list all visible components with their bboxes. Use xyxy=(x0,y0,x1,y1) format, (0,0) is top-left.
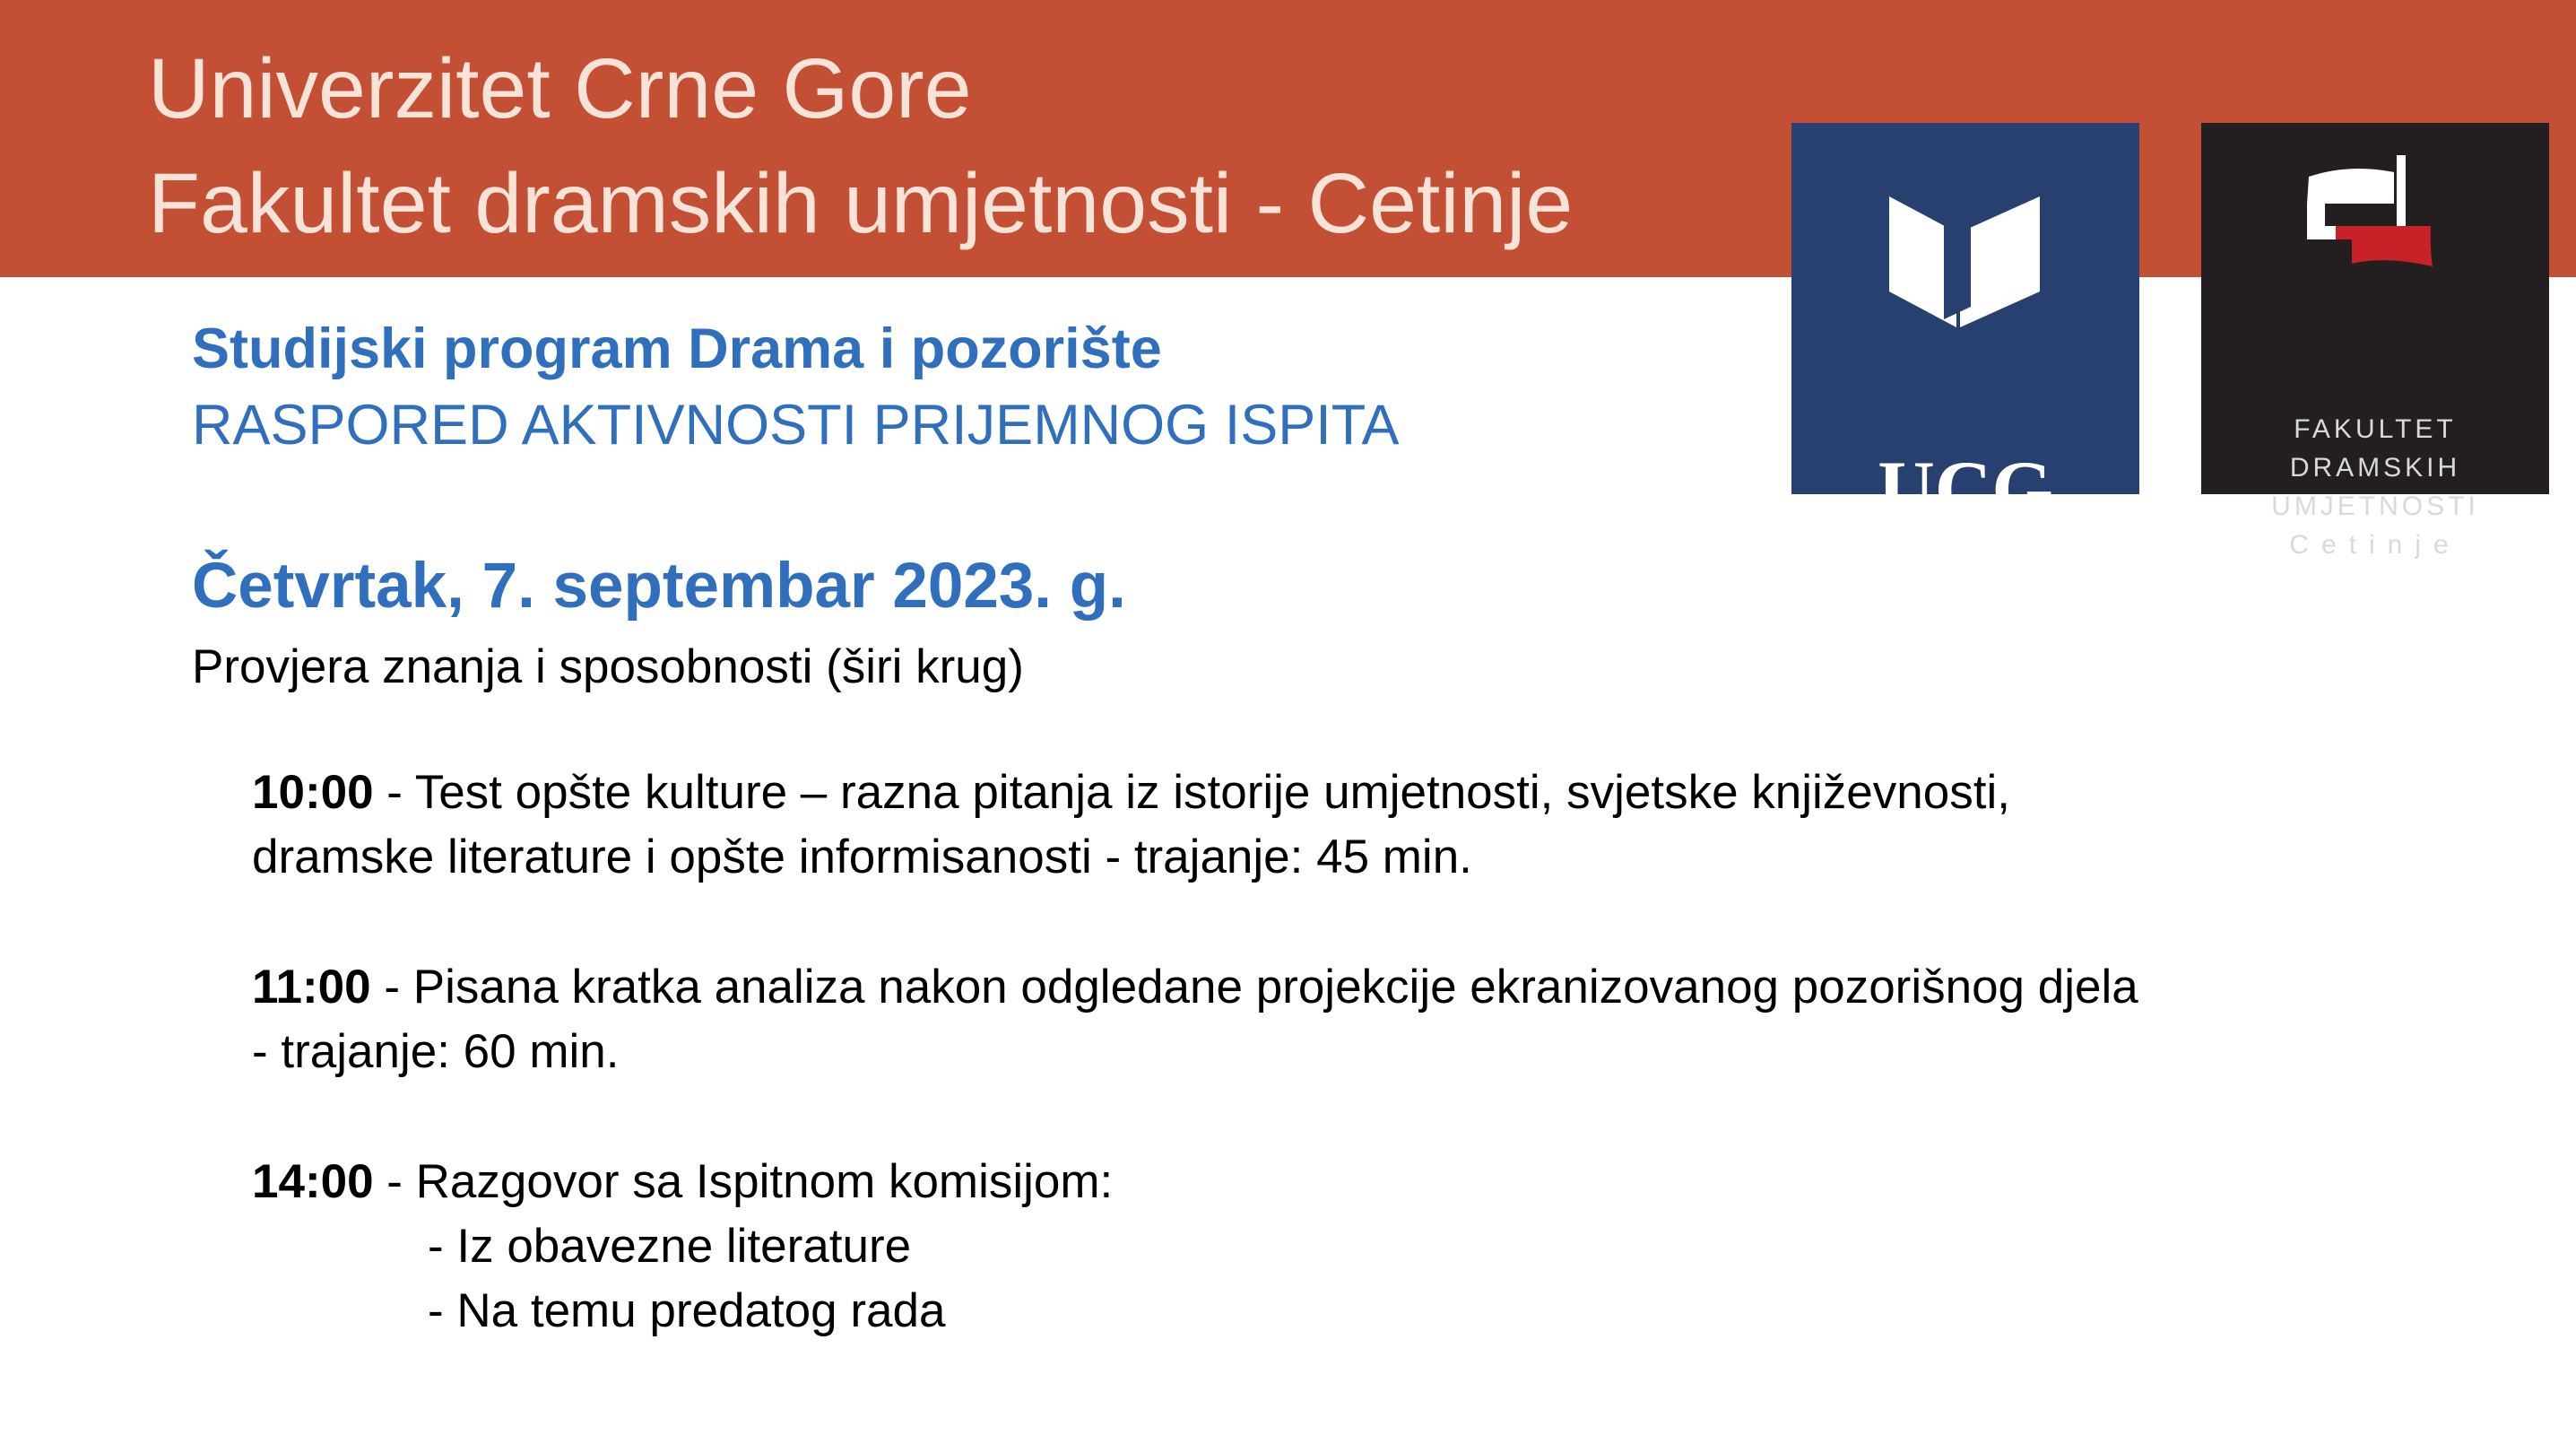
exam-date: Četvrtak, 7. septembar 2023. g. xyxy=(192,551,1126,622)
event-time: 11:00 xyxy=(252,961,371,1013)
event-description: - Test opšte kulture – razna pitanja iz istorije umjetnosti, svjetske književnosti, xyxy=(373,766,2010,819)
event-description: - Razgovor sa Ispitnom komisijom: xyxy=(373,1155,1114,1208)
fdu-line-4: Cetinje xyxy=(2289,530,2461,560)
schedule-item-line xyxy=(252,761,2010,825)
schedule-title: RASPORED AKTIVNOSTI PRIJEMNOG ISPITA xyxy=(192,394,1400,457)
ucg-name: Univerzitet Crne Gore xyxy=(1834,534,2096,563)
ucg-logo xyxy=(1791,123,2139,563)
program-name: Studijski program Drama i pozorište xyxy=(192,318,1162,380)
fdu-line-3: UMJETNOSTI xyxy=(2271,491,2479,521)
schedule-item-line xyxy=(252,1150,1113,1214)
open-book-icon xyxy=(1791,123,2139,494)
schedule-item xyxy=(252,955,2138,1084)
schedule-item xyxy=(252,1150,1113,1214)
faculty-title: Fakultet dramskih umjetnosti - Cetinje xyxy=(148,156,1574,251)
event-description-continued: - trajanje: 60 min. xyxy=(252,1025,620,1078)
interview-topic: - Na temu predatog rada xyxy=(428,1284,946,1337)
schedule-item-line xyxy=(252,955,2138,1020)
fdu-wordmark xyxy=(2201,410,2549,564)
fdu-line-2: DRAMSKIH xyxy=(2289,453,2461,483)
event-time: 14:00 xyxy=(252,1155,374,1208)
schedule-item xyxy=(252,761,2010,890)
event-description-continued: dramske literature i opšte informisanosti - trajanje: 45 min. xyxy=(252,831,1472,883)
header-band xyxy=(0,0,2576,277)
exam-subtitle: Provjera znanja i sposobnosti (širi krug) xyxy=(192,640,1024,693)
event-time: 10:00 xyxy=(252,766,374,819)
interview-topic: - Iz obavezne literature xyxy=(428,1220,912,1273)
ucg-letters: UCG xyxy=(1878,446,2053,533)
event-description: - Pisana kratka analiza nakon odgledane projekcije ekranizovanog pozorišnog djela xyxy=(370,961,2138,1013)
fdu-line-1: FAKULTET xyxy=(2294,414,2457,444)
fdu-logo xyxy=(2201,123,2549,560)
university-title: Univerzitet Crne Gore xyxy=(148,41,972,136)
